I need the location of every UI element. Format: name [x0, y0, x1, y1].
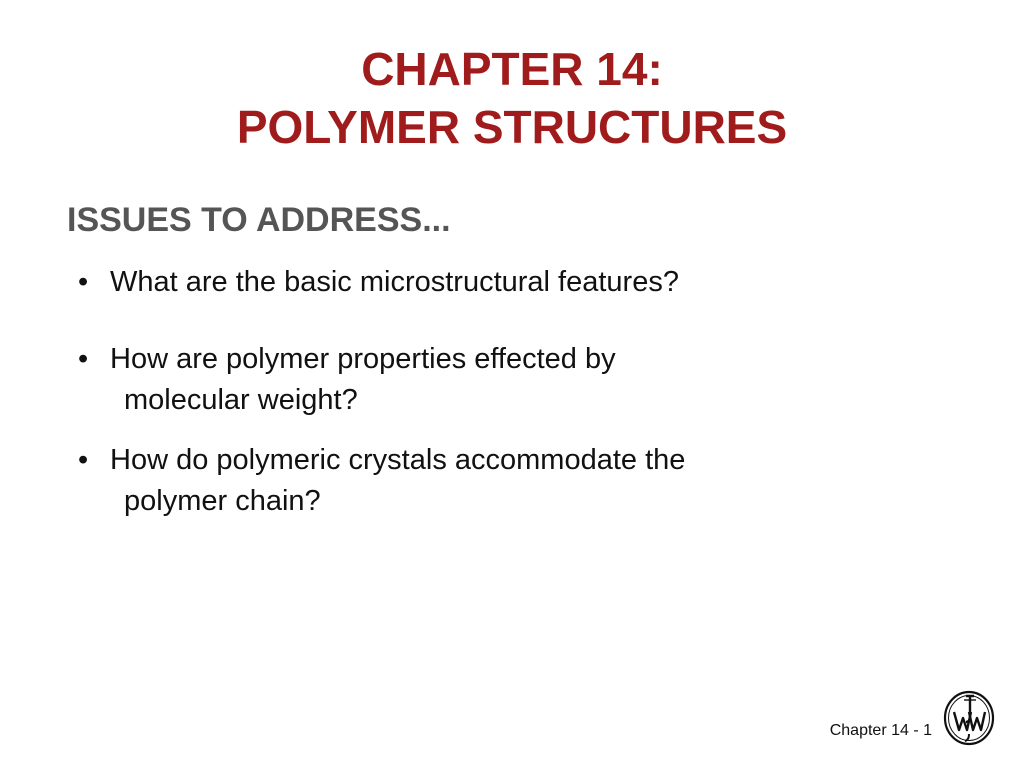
page-number: Chapter 14 - 1 — [829, 722, 932, 739]
bullet-marker: • — [78, 343, 89, 375]
bullet-text-line-1: What are the basic microstructural features? — [110, 266, 679, 298]
bullet-item — [78, 262, 878, 303]
bullet-list — [78, 262, 878, 522]
title-line-2: POLYMER STRUCTURES — [236, 101, 788, 153]
section-heading: ISSUES TO ADDRESS... — [67, 201, 451, 239]
bullet-text-line-2: molecular weight? — [124, 384, 358, 416]
bullet-item — [78, 339, 878, 421]
bullet-item — [78, 440, 878, 522]
bullet-text-line-1: How do polymeric crystals accommodate the — [110, 444, 686, 476]
wiley-logo-icon — [942, 686, 996, 750]
slide-title — [0, 40, 1024, 156]
bullet-text-line-2: polymer chain? — [124, 485, 321, 517]
bullet-text-line-1: How are polymer properties effected by — [110, 343, 616, 375]
bullet-marker: • — [78, 266, 89, 298]
title-line-1: CHAPTER 14: — [361, 43, 663, 95]
bullet-marker: • — [78, 444, 89, 476]
